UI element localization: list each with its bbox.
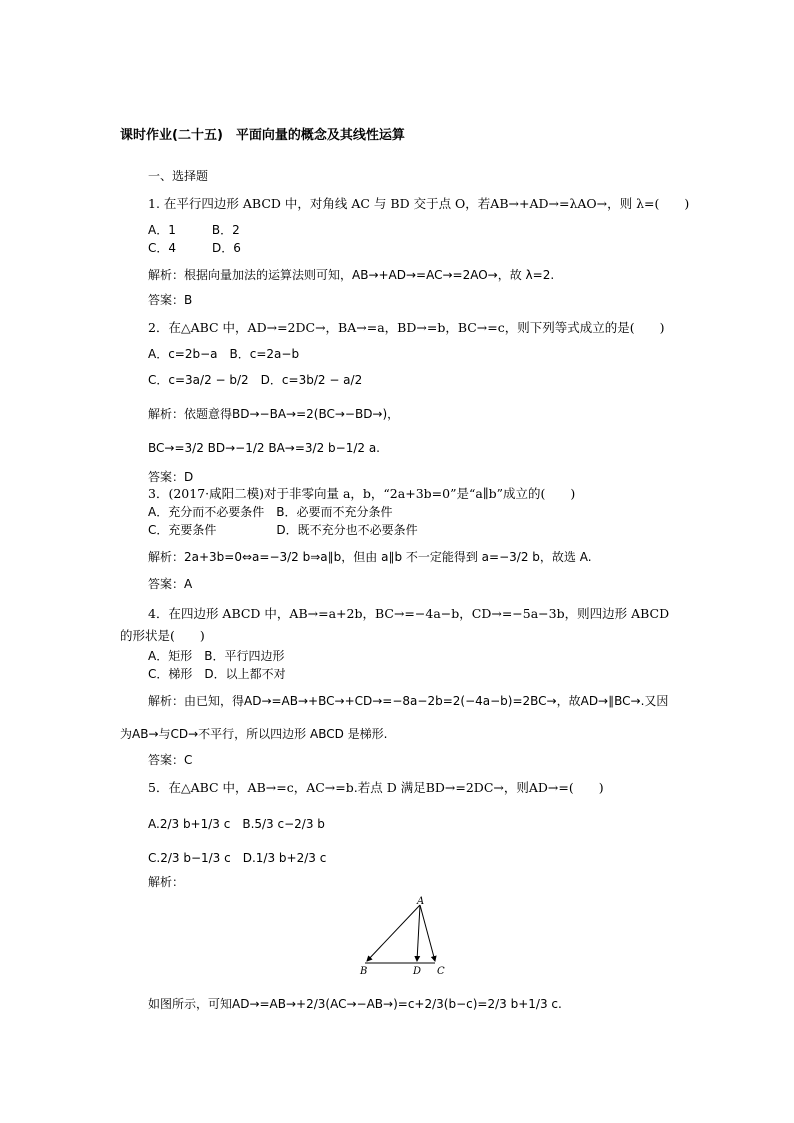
answer-label: 答案： <box>148 753 185 767</box>
q3-options-2: C．充要条件 D．既不充分也不必要条件 <box>148 523 418 537</box>
vector-ac <box>420 905 435 961</box>
q5-options-1: A.2/3 b+1/3 c B.5/3 c−2/3 b <box>148 817 325 831</box>
answer-label: 答案： <box>148 470 185 484</box>
q1-answer <box>148 292 192 308</box>
q4-analysis-1: 解析：由已知，得AD→=AB→+BC→+CD→=−8a−2b=2(−4a−b)=2BC→，故AD→∥BC→.又因 <box>148 694 669 708</box>
q2-options-1: A．c=2b−a B．c=2a−b <box>148 347 300 361</box>
q1-options-1: A．1 B．2 <box>148 223 240 237</box>
q3-answer <box>148 576 192 592</box>
q1-analysis: 解析：根据向量加法的运算法则可知，AB→+AD→=AC→=2AO→，故 λ=2. <box>148 268 555 282</box>
q2-stem: 2．在△ABC 中，AD→=2DC→，BA→=a，BD→=b，BC→=c，则下列等式成立的是( ) <box>148 320 665 335</box>
label-c: C <box>437 966 445 977</box>
q4-options-1: A．矩形 B．平行四边形 <box>148 649 285 663</box>
q2-analysis-1: 解析：依题意得BD→−BA→=2(BC→−BD→)， <box>148 407 400 421</box>
triangle-figure <box>355 895 465 983</box>
q2-analysis-2: BC→=3/2 BD→−1/2 BA→=3/2 b−1/2 a. <box>148 441 380 455</box>
q3-options-1: A．充分而不必要条件 B．必要而不充分条件 <box>148 505 393 519</box>
triangle-diagram <box>355 895 465 980</box>
q1-options-2: C．4 D．6 <box>148 241 241 255</box>
label-a: A <box>417 896 425 907</box>
q2-answer <box>148 469 193 485</box>
page-title: 课时作业(二十五) 平面向量的概念及其线性运算 <box>120 128 405 143</box>
q5-options-2: C.2/3 b−1/3 c D.1/3 b+2/3 c <box>148 851 327 865</box>
answer-label: 答案： <box>148 293 185 307</box>
q4-answer <box>148 752 192 768</box>
q4-stem-1: 4．在四边形 ABCD 中，AB→=a+2b，BC→=−4a−b，CD→=−5a−3b，则四边形 ABCD <box>148 606 670 621</box>
answer-value: B <box>184 293 193 307</box>
answer-value: A <box>184 577 193 591</box>
vector-ad <box>417 905 420 961</box>
q3-analysis: 解析：2a+3b=0⇔a=−3/2 b⇒a∥b，但由 a∥b 不一定能得到 a=−3/2 b，故选 A. <box>148 550 592 564</box>
q2-options-2: C．c=3a/2 − b/2 D．c=3b/2 − a/2 <box>148 373 363 387</box>
answer-value: D <box>184 470 194 484</box>
vector-ab <box>367 905 420 961</box>
q5-conclusion: 如图所示，可知AD→=AB→+2/3(AC→−AB→)=c+2/3(b−c)=2/3 b+1/3 c. <box>148 997 562 1011</box>
answer-label: 答案： <box>148 577 185 591</box>
q4-options-2: C．梯形 D．以上都不对 <box>148 667 286 681</box>
section-heading: 一、选择题 <box>148 169 209 183</box>
q5-analysis-label: 解析： <box>148 875 185 889</box>
q5-stem: 5．在△ABC 中，AB→=c，AC→=b.若点 D 满足BD→=2DC→，则AD→=( ) <box>148 780 604 795</box>
label-b: B <box>360 966 368 977</box>
answer-value: C <box>184 753 193 767</box>
q3-stem: 3．(2017·咸阳二模)对于非零向量 a，b，“2a+3b=0”是“a∥b”成立的( ) <box>148 486 576 501</box>
q4-stem-2: 的形状是( ) <box>120 628 205 643</box>
q4-analysis-2: 为AB→与CD→不平行，所以四边形 ABCD 是梯形. <box>120 727 388 741</box>
label-d: D <box>413 966 422 977</box>
q1-stem: 1. 在平行四边形 ABCD 中，对角线 AC 与 BD 交于点 O，若AB→+AD→=λAO→，则 λ=( ) <box>148 196 690 211</box>
